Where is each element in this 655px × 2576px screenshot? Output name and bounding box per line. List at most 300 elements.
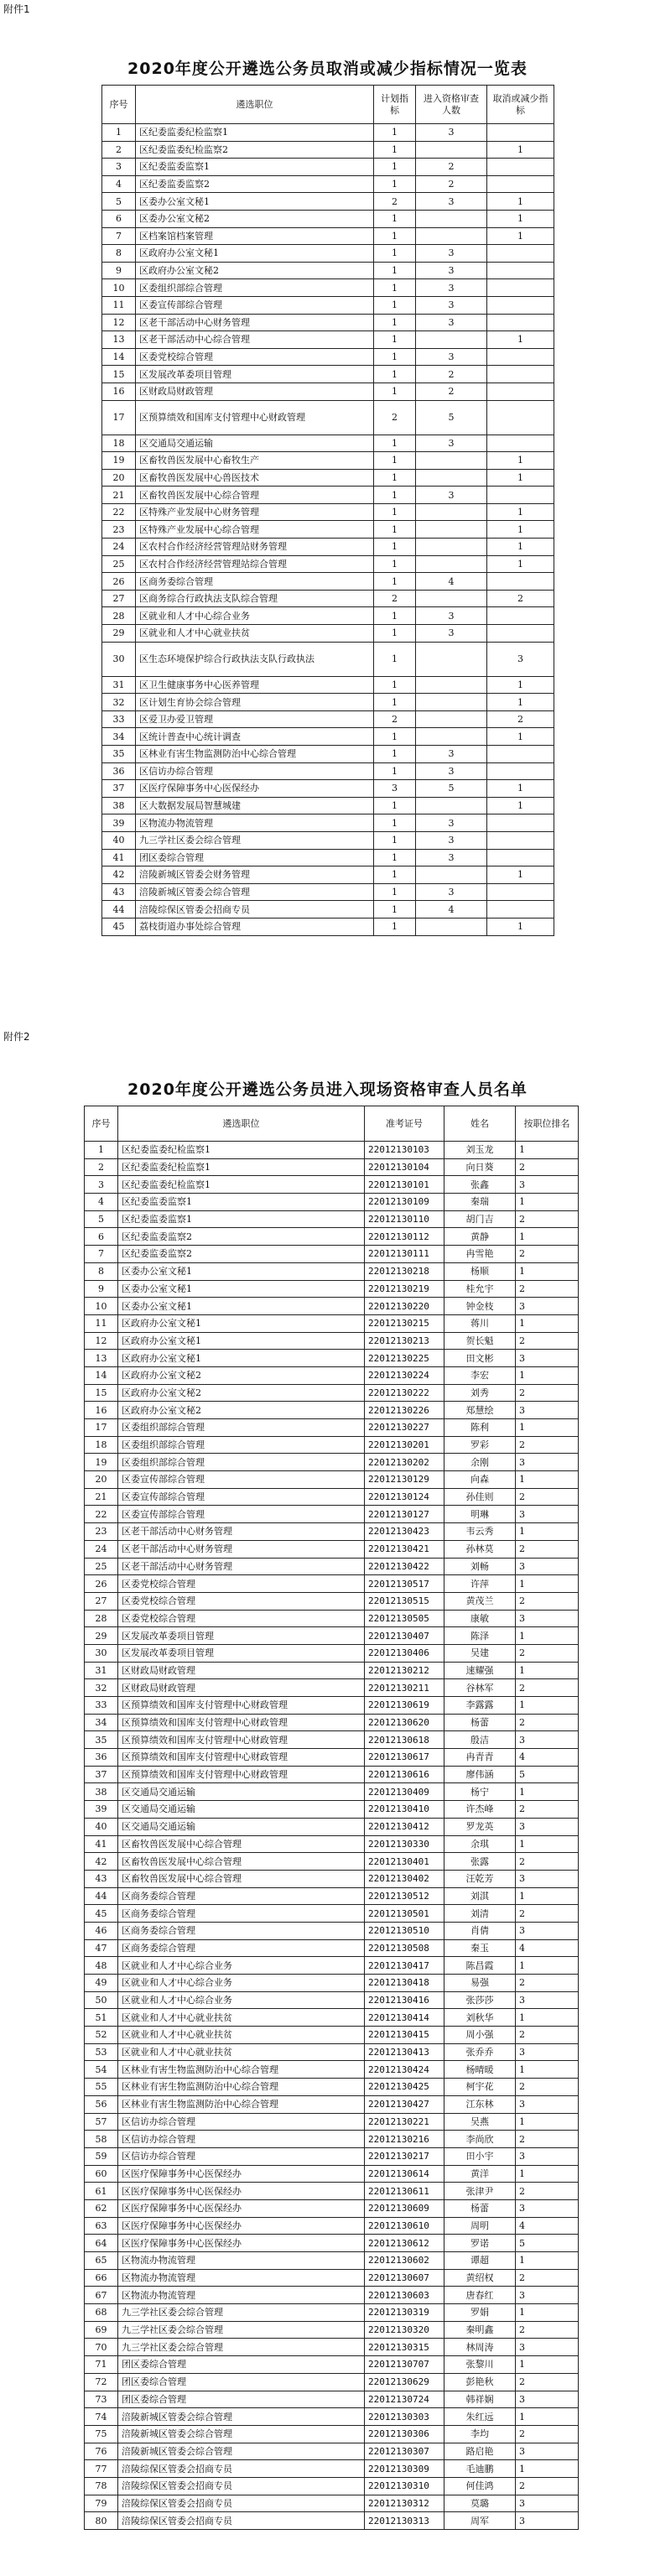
cell-index: 75: [85, 2425, 118, 2443]
cell-cancelled: 1: [487, 469, 554, 487]
cell-review-count: [416, 676, 487, 694]
cell-cancelled: [487, 487, 554, 504]
cell-exam-number: 22012130417: [365, 1957, 444, 1975]
cell-cancelled: 1: [487, 331, 554, 349]
cell-name: 韩祥娴: [444, 2391, 516, 2408]
cell-rank: 1: [516, 1957, 579, 1975]
cell-index: 48: [85, 1957, 118, 1975]
cell-position: 区爱卫办爱卫管理: [136, 710, 374, 728]
col-header-rank: 按职位排名: [516, 1106, 579, 1142]
cell-index: 12: [102, 314, 136, 331]
cell-rank: 4: [516, 2217, 579, 2235]
cell-position: 团区委综合管理: [136, 849, 374, 866]
cell-position: 区就业和人才中心就业扶贫: [118, 2009, 365, 2027]
cell-index: 39: [102, 814, 136, 832]
cell-rank: 1: [516, 2252, 579, 2270]
cell-exam-number: 22012130517: [365, 1575, 444, 1593]
cell-position: 区老干部活动中心财务管理: [136, 314, 374, 331]
cell-position: 区生态环境保护综合行政执法支队行政执法: [136, 642, 374, 676]
cell-name: 康敏: [444, 1610, 516, 1627]
cell-index: 11: [85, 1314, 118, 1332]
cell-name: 秦瑞: [444, 1194, 516, 1211]
cell-review-count: 3: [416, 348, 487, 366]
cell-exam-number: 22012130501: [365, 1905, 444, 1923]
cell-rank: 1: [516, 2356, 579, 2374]
cell-rank: 2: [516, 2269, 579, 2287]
table-row: [85, 1818, 579, 1835]
table-row: [102, 227, 554, 245]
cell-rank: 3: [516, 2147, 579, 2165]
cell-index: 24: [85, 1540, 118, 1558]
cell-exam-number: 22012130418: [365, 1975, 444, 1992]
cell-index: 19: [102, 452, 136, 470]
cell-exam-number: 22012130401: [365, 1853, 444, 1871]
cell-cancelled: [487, 382, 554, 400]
cell-rank: 1: [516, 2408, 579, 2426]
cell-index: 33: [85, 1697, 118, 1715]
cell-name: 罗龙英: [444, 1818, 516, 1835]
cell-rank: 3: [516, 2495, 579, 2512]
cell-name: 余刚: [444, 1454, 516, 1471]
cell-name: 吴燕: [444, 2113, 516, 2131]
table-row: [102, 625, 554, 643]
cell-plan: 1: [374, 539, 416, 556]
cell-position: 涪陵综保区管委会招商专员: [118, 2460, 365, 2478]
cell-exam-number: 22012130508: [365, 1939, 444, 1957]
cell-exam-number: 22012130215: [365, 1314, 444, 1332]
cell-exam-number: 22012130101: [365, 1176, 444, 1194]
cell-exam-number: 22012130423: [365, 1523, 444, 1541]
cell-exam-number: 22012130111: [365, 1246, 444, 1263]
cell-position: 涪陵综保区管委会招商专员: [118, 2495, 365, 2512]
cell-name: 杨晴暖: [444, 2061, 516, 2079]
table-row: [85, 1142, 579, 1159]
cell-exam-number: 22012130220: [365, 1298, 444, 1315]
table-row: [85, 1558, 579, 1575]
cell-review-count: 3: [416, 314, 487, 331]
cell-position: 区委组织部综合管理: [118, 1436, 365, 1454]
cell-plan: 1: [374, 141, 416, 159]
cell-rank: 2: [516, 1246, 579, 1263]
cell-index: 12: [85, 1332, 118, 1350]
cell-index: 78: [85, 2477, 118, 2495]
cell-review-count: 3: [416, 124, 487, 142]
cell-position: 区纪委监委纪检监察2: [136, 141, 374, 159]
cell-exam-number: 22012130614: [365, 2165, 444, 2183]
cell-exam-number: 22012130104: [365, 1158, 444, 1176]
cell-position: 区农村合作经济经营管理站财务管理: [136, 539, 374, 556]
table-row: [102, 314, 554, 331]
cell-position: 区老干部活动中心财务管理: [118, 1523, 365, 1541]
cell-index: 44: [85, 1887, 118, 1905]
cell-index: 51: [85, 2009, 118, 2027]
table-row: [102, 124, 554, 142]
cell-name: 田小宇: [444, 2147, 516, 2165]
cell-index: 13: [102, 331, 136, 349]
cell-review-count: [416, 521, 487, 539]
table-row: [102, 382, 554, 400]
cell-name: 明琳: [444, 1506, 516, 1523]
cell-position: 区委组织部综合管理: [136, 279, 374, 297]
cell-position: 团区委综合管理: [118, 2373, 365, 2391]
cell-review-count: 3: [416, 245, 487, 263]
cell-index: 47: [85, 1939, 118, 1957]
cell-index: 26: [102, 573, 136, 591]
cell-exam-number: 22012130619: [365, 1697, 444, 1715]
cell-index: 45: [102, 918, 136, 935]
table-row: [102, 728, 554, 746]
table-row: [102, 797, 554, 814]
annex1-title: 2020年度公开遴选公务员取消或减少指标情况一览表: [127, 60, 528, 78]
cell-exam-number: 22012130103: [365, 1142, 444, 1159]
cell-review-count: 4: [416, 901, 487, 919]
cell-rank: 2: [516, 1488, 579, 1506]
cell-cancelled: [487, 573, 554, 591]
cell-exam-number: 22012130213: [365, 1332, 444, 1350]
cell-position: 区纪委监委监察2: [118, 1228, 365, 1246]
cell-position: 区就业和人才中心综合业务: [118, 1991, 365, 2009]
cell-plan: 1: [374, 124, 416, 142]
table-row: [102, 746, 554, 763]
table-row: [85, 2269, 579, 2287]
cell-exam-number: 22012130124: [365, 1488, 444, 1506]
table-row: [102, 159, 554, 176]
table-row: [85, 1228, 579, 1246]
cell-position: 区畜牧兽医发展中心综合管理: [118, 1853, 365, 1871]
cell-position: 涪陵新城区管委会财务管理: [136, 866, 374, 884]
cell-cancelled: [487, 314, 554, 331]
cell-name: 黄绍权: [444, 2269, 516, 2287]
col-header-index: 序号: [85, 1106, 118, 1142]
table-row: [85, 2304, 579, 2322]
cell-exam-number: 22012130616: [365, 1766, 444, 1783]
cell-index: 20: [102, 469, 136, 487]
cell-index: 29: [102, 625, 136, 643]
cell-cancelled: [487, 366, 554, 383]
cell-rank: 2: [516, 1158, 579, 1176]
cell-position: 区政府办公室文秘2: [118, 1366, 365, 1384]
cell-position: 区特殊产业发展中心财务管理: [136, 503, 374, 521]
cell-position: 区纪委监委监察2: [118, 1246, 365, 1263]
table-row: [85, 1210, 579, 1228]
cell-plan: 1: [374, 762, 416, 780]
cell-index: 16: [102, 382, 136, 400]
cell-exam-number: 22012130218: [365, 1262, 444, 1280]
cell-plan: 1: [374, 452, 416, 470]
cell-index: 34: [85, 1714, 118, 1731]
cell-rank: 1: [516, 1419, 579, 1437]
cell-index: 49: [85, 1975, 118, 1992]
cell-rank: 3: [516, 2199, 579, 2217]
table-row: [85, 2391, 579, 2408]
table-row: [85, 2113, 579, 2131]
cell-plan: 1: [374, 625, 416, 643]
cell-review-count: [416, 866, 487, 884]
cell-exam-number: 22012130303: [365, 2408, 444, 2426]
cell-position: 区林业有害生物监测防治中心综合管理: [118, 2061, 365, 2079]
cell-plan: 1: [374, 797, 416, 814]
table-row: [102, 539, 554, 556]
cell-exam-number: 22012130219: [365, 1280, 444, 1298]
table-row: [85, 2147, 579, 2165]
cell-index: 44: [102, 901, 136, 919]
cell-position: 区发展改革委项目管理: [118, 1644, 365, 1662]
cell-position: 区老干部活动中心财务管理: [118, 1540, 365, 1558]
cell-plan: 1: [374, 175, 416, 193]
table-row: [85, 2043, 579, 2061]
cell-index: 16: [85, 1402, 118, 1419]
cell-position: 区政府办公室文秘1: [136, 245, 374, 263]
cell-position: 区委宣传部综合管理: [118, 1471, 365, 1489]
table-row: [85, 1662, 579, 1679]
cell-index: 9: [85, 1280, 118, 1298]
cell-position: 区医疗保障事务中心医保经办: [118, 2183, 365, 2200]
table-row: [85, 2235, 579, 2252]
cell-position: 区预算绩效和国库支付管理中心财政管理: [118, 1766, 365, 1783]
cell-position: 区畜牧兽医发展中心综合管理: [136, 487, 374, 504]
table-row: [85, 1314, 579, 1332]
cell-exam-number: 22012130202: [365, 1454, 444, 1471]
cell-rank: 2: [516, 2079, 579, 2096]
cell-plan: 1: [374, 901, 416, 919]
cell-rank: 1: [516, 1314, 579, 1332]
cell-rank: 2: [516, 2131, 579, 2148]
table-row: [102, 590, 554, 607]
cell-position: 区委党校综合管理: [118, 1575, 365, 1593]
cell-plan: 1: [374, 435, 416, 452]
cell-index: 1: [85, 1142, 118, 1159]
table-row: [85, 1783, 579, 1801]
cell-name: 汪乾芳: [444, 1870, 516, 1887]
cell-position: 九三学社区委会综合管理: [136, 831, 374, 849]
table-row: [102, 435, 554, 452]
cell-name: 毛迪鹏: [444, 2460, 516, 2478]
table-row: [102, 607, 554, 625]
cell-rank: 3: [516, 2043, 579, 2061]
cell-plan: 1: [374, 314, 416, 331]
cell-plan: 1: [374, 849, 416, 866]
table-row: [85, 1436, 579, 1454]
cell-position: 区畜牧兽医发展中心兽医技术: [136, 469, 374, 487]
cell-position: 区交通局交通运输: [118, 1818, 365, 1835]
cell-exam-number: 22012130402: [365, 1870, 444, 1887]
cell-index: 36: [102, 762, 136, 780]
cell-index: 72: [85, 2373, 118, 2391]
cell-plan: 2: [374, 710, 416, 728]
cell-index: 60: [85, 2165, 118, 2183]
cell-index: 46: [85, 1922, 118, 1939]
col-header-position: 遴选职位: [118, 1106, 365, 1142]
cell-review-count: 3: [416, 814, 487, 832]
cell-position: 区商务委综合管理: [118, 1905, 365, 1923]
cell-rank: 1: [516, 1228, 579, 1246]
cell-name: 刘淇: [444, 1887, 516, 1905]
cell-rank: 2: [516, 1714, 579, 1731]
cell-review-count: 3: [416, 746, 487, 763]
table-row: [102, 814, 554, 832]
cell-position: 九三学社区委会综合管理: [118, 2321, 365, 2339]
cell-index: 59: [85, 2147, 118, 2165]
cell-index: 29: [85, 1627, 118, 1645]
cell-rank: 1: [516, 2165, 579, 2183]
cell-position: 区委宣传部综合管理: [136, 296, 374, 314]
cell-position: 区政府办公室文秘2: [118, 1384, 365, 1402]
table-row: [85, 1957, 579, 1975]
cell-index: 3: [102, 159, 136, 176]
table-row: [85, 1332, 579, 1350]
cell-position: 区商务委综合管理: [118, 1939, 365, 1957]
table-row: [85, 2199, 579, 2217]
table-row: [85, 2477, 579, 2495]
annex1-label: 附件1: [3, 3, 30, 15]
cell-position: 区信访办综合管理: [118, 2131, 365, 2148]
cell-cancelled: 3: [487, 642, 554, 676]
cell-position: 九三学社区委会综合管理: [118, 2304, 365, 2322]
cell-position: 区老干部活动中心综合管理: [136, 331, 374, 349]
cell-exam-number: 22012130607: [365, 2269, 444, 2287]
cell-cancelled: [487, 901, 554, 919]
table-row: [85, 1644, 579, 1662]
cell-name: 周小强: [444, 2027, 516, 2044]
cell-review-count: 4: [416, 573, 487, 591]
cell-index: 69: [85, 2321, 118, 2339]
table-row: [102, 883, 554, 901]
table-row: [102, 245, 554, 263]
cell-position: 区政府办公室文秘1: [118, 1314, 365, 1332]
cell-review-count: 2: [416, 366, 487, 383]
table-row: [85, 2339, 579, 2356]
cell-position: 荔枝街道办事处综合管理: [136, 918, 374, 935]
cell-position: 区物流办物流管理: [118, 2287, 365, 2304]
cell-rank: 2: [516, 1853, 579, 1871]
cell-rank: 2: [516, 2321, 579, 2339]
cell-position: 区信访办综合管理: [118, 2147, 365, 2165]
cell-review-count: 3: [416, 435, 487, 452]
cell-rank: 1: [516, 2304, 579, 2322]
cell-exam-number: 22012130611: [365, 2183, 444, 2200]
table-row: [102, 849, 554, 866]
cell-review-count: [416, 694, 487, 711]
cell-position: 区预算绩效和国库支付管理中心财政管理: [118, 1697, 365, 1715]
cell-index: 74: [85, 2408, 118, 2426]
table-row: [85, 1158, 579, 1176]
table-row: [85, 1627, 579, 1645]
cell-exam-number: 22012130421: [365, 1540, 444, 1558]
table-row: [85, 1506, 579, 1523]
cell-review-count: [416, 141, 487, 159]
cell-plan: 1: [374, 469, 416, 487]
table-row: [102, 831, 554, 849]
cell-review-count: 2: [416, 382, 487, 400]
cell-index: 37: [85, 1766, 118, 1783]
table-row: [102, 366, 554, 383]
cell-review-count: [416, 210, 487, 227]
table-row: [102, 141, 554, 159]
cell-name: 余琪: [444, 1835, 516, 1853]
cell-rank: 5: [516, 2235, 579, 2252]
cell-name: 向日葵: [444, 1158, 516, 1176]
cell-index: 71: [85, 2356, 118, 2374]
cell-rank: 2: [516, 1679, 579, 1697]
cell-plan: 1: [374, 642, 416, 676]
cell-name: 张莎莎: [444, 1991, 516, 2009]
cell-rank: 3: [516, 1870, 579, 1887]
cell-plan: 1: [374, 694, 416, 711]
cell-rank: 1: [516, 2009, 579, 2027]
cell-exam-number: 22012130109: [365, 1194, 444, 1211]
cell-index: 2: [102, 141, 136, 159]
cell-plan: 1: [374, 262, 416, 279]
cell-position: 区交通局交通运输: [118, 1783, 365, 1801]
cell-position: 区就业和人才中心综合业务: [136, 607, 374, 625]
cell-cancelled: [487, 883, 554, 901]
cell-exam-number: 22012130609: [365, 2199, 444, 2217]
cell-name: 刘秀: [444, 1384, 516, 1402]
cell-review-count: 3: [416, 487, 487, 504]
cell-exam-number: 22012130319: [365, 2304, 444, 2322]
cell-index: 5: [102, 193, 136, 211]
cell-review-count: 3: [416, 831, 487, 849]
cell-rank: 1: [516, 1697, 579, 1715]
table-row: [85, 2252, 579, 2270]
table-row: [102, 210, 554, 227]
cell-review-count: 3: [416, 607, 487, 625]
cell-name: 李露露: [444, 1697, 516, 1715]
cell-exam-number: 22012130112: [365, 1228, 444, 1246]
table-row: [85, 1402, 579, 1419]
table-row: [102, 918, 554, 935]
cell-review-count: 3: [416, 849, 487, 866]
cell-position: 区物流办物流管理: [118, 2269, 365, 2287]
cell-index: 21: [102, 487, 136, 504]
cell-index: 35: [85, 1731, 118, 1749]
table-row: [85, 2425, 579, 2443]
cell-index: 73: [85, 2391, 118, 2408]
cell-position: 区预算绩效和国库支付管理中心财政管理: [118, 1714, 365, 1731]
cell-index: 41: [85, 1835, 118, 1853]
cell-position: 区纪委监委监察1: [118, 1194, 365, 1211]
cell-plan: 2: [374, 590, 416, 607]
cell-position: 区财政局财政管理: [118, 1662, 365, 1679]
cell-name: 钟金枝: [444, 1298, 516, 1315]
cell-name: 李尚欣: [444, 2131, 516, 2148]
cell-rank: 3: [516, 1506, 579, 1523]
cell-rank: 1: [516, 1627, 579, 1645]
cell-index: 25: [102, 555, 136, 573]
cell-plan: 1: [374, 159, 416, 176]
cell-name: 杨蕾: [444, 1714, 516, 1731]
cell-position: 区发展改革委项目管理: [136, 366, 374, 383]
cell-plan: 1: [374, 227, 416, 245]
table-row: [85, 2443, 579, 2460]
table-row: [85, 2512, 579, 2530]
cell-name: 郑慧绘: [444, 1402, 516, 1419]
cell-position: 区纪委监委监察1: [136, 159, 374, 176]
table-row: [85, 1853, 579, 1871]
cell-index: 43: [102, 883, 136, 901]
cell-exam-number: 22012130602: [365, 2252, 444, 2270]
table-row: [102, 555, 554, 573]
cell-rank: 1: [516, 1575, 579, 1593]
cell-name: 刘清: [444, 1905, 516, 1923]
cell-exam-number: 22012130217: [365, 2147, 444, 2165]
cell-index: 14: [85, 1366, 118, 1384]
table-row: [85, 2373, 579, 2391]
cell-plan: 1: [374, 348, 416, 366]
cell-review-count: [416, 642, 487, 676]
cell-position: 区卫生健康事务中心医养管理: [136, 676, 374, 694]
table-row: [102, 193, 554, 211]
